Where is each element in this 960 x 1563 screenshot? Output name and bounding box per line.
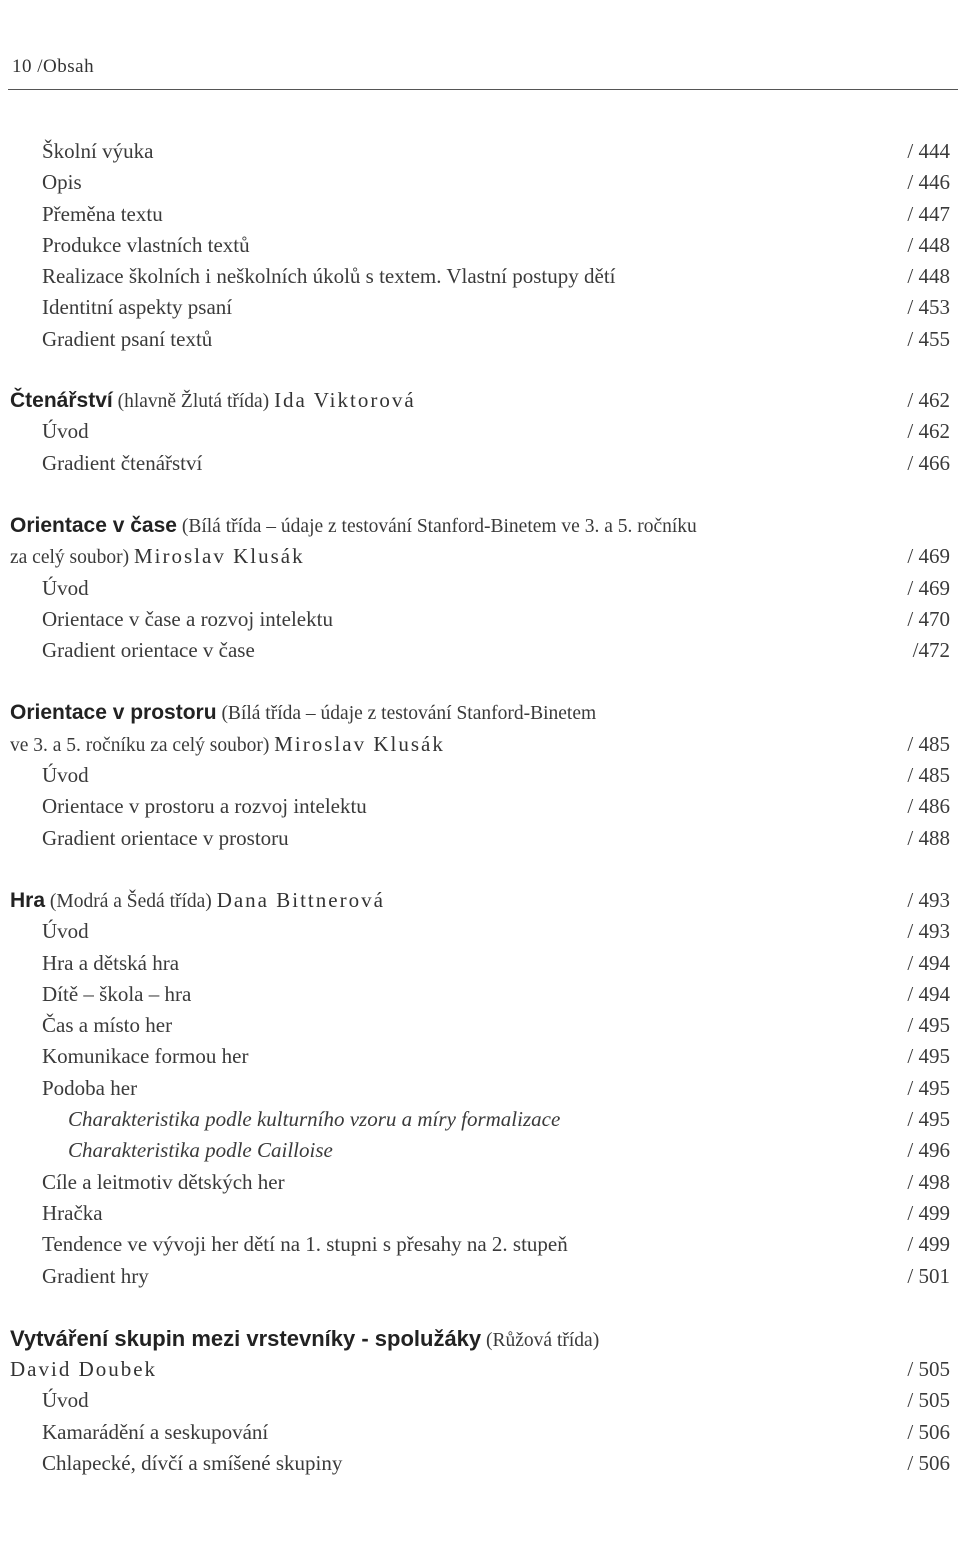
page-number: / 469 [907, 544, 950, 569]
toc-entry-title: Gradient psaní textů [42, 326, 213, 351]
running-head: 10 /Obsah [12, 56, 95, 77]
toc-entry-title: Charakteristika podle kulturního vzoru a míry formalizace [68, 1107, 561, 1132]
toc-entry-title: Školní výuka [42, 139, 154, 163]
toc-entry-title [10, 385, 416, 417]
chapter-title: Vytváření skupin mezi vrstevníky - spolužáky [10, 1325, 482, 1351]
toc-entry-title: Gradient hry [42, 1263, 149, 1288]
toc-entry-title: Úvod [42, 419, 89, 444]
page-number: / 462 [907, 419, 950, 444]
toc-entry [10, 1104, 950, 1135]
toc-entry-title: Tendence ve vývoji her dětí na 1. stupni s přesahy na 2. stupeň [42, 1232, 568, 1257]
chapter-note: (hlavně Žlutá třída) [112, 391, 275, 413]
toc-entry-title: Úvod [42, 1388, 89, 1413]
toc-entry-title: Dítě – škola – hra [42, 981, 192, 1006]
page-number: / 485 [907, 731, 950, 756]
page-number: / 505 [907, 1357, 950, 1382]
chapter-note: za celý soubor) [10, 547, 134, 569]
toc-entry-title [10, 541, 305, 573]
toc-entry [10, 261, 950, 292]
chapter-title: Hra [10, 888, 46, 912]
chapter-title: Orientace v prostoru [10, 701, 217, 725]
toc-entry [10, 979, 950, 1010]
toc-entry [10, 136, 950, 167]
chapter-note: (Bílá třída – údaje z testování Stanford-Binetem ve 3. a 5. ročníku [176, 515, 697, 537]
toc-entry-title: Chlapecké, dívčí a smíšené skupiny [42, 1450, 343, 1475]
toc-chapter-heading [10, 541, 950, 572]
toc-entry [10, 416, 950, 447]
toc-entry [10, 604, 950, 635]
toc-entry-title [10, 510, 697, 542]
toc-entry [10, 791, 950, 822]
page-number: / 493 [907, 919, 950, 944]
toc-entry [10, 292, 950, 323]
page-number: /472 [912, 638, 950, 663]
chapter-note: (Bílá třída – údaje z testování Stanford-Binetem [216, 703, 597, 725]
page-number: / 495 [907, 1075, 950, 1100]
toc-entry [10, 573, 950, 604]
chapter-note: ve 3. a 5. ročníku za celý soubor) [10, 734, 275, 756]
toc-entry-title: Orientace v čase a rozvoj intelektu [42, 606, 333, 631]
toc-entry-title: Komunikace formou her [42, 1044, 249, 1069]
toc-entry-title: Produkce vlastních textů [42, 232, 250, 257]
toc-section [10, 885, 950, 1292]
toc-entry-title: Čas a místo her [42, 1013, 173, 1038]
toc-entry [10, 1041, 950, 1072]
toc-entry [10, 1198, 950, 1229]
toc-section [10, 136, 950, 355]
toc-entry-title: Orientace v prostoru a rozvoj intelektu [42, 794, 367, 819]
page-number: / 486 [907, 794, 950, 819]
toc-entry [10, 324, 950, 355]
chapter-title: Orientace v čase [10, 513, 177, 537]
chapter-note: (Modrá a Šedá třída) [45, 890, 217, 912]
toc-entry [10, 1448, 950, 1479]
toc-entry-title: Realizace školních i neškolních úkolů s textem. Vlastní postupy dětí [42, 264, 616, 289]
chapter-title: Čtenářství [10, 389, 113, 413]
toc-entry-title: Hračka [42, 1200, 103, 1225]
page-number: / 498 [907, 1169, 950, 1194]
page-number: / 495 [907, 1107, 950, 1132]
toc-entry [10, 1167, 950, 1198]
page-number: / 448 [907, 264, 950, 289]
toc-chapter-heading [10, 510, 950, 541]
header-rule [8, 89, 958, 90]
page-number: / 495 [907, 1044, 950, 1069]
page-number: / 444 [907, 139, 950, 163]
toc-entry [10, 448, 950, 479]
toc-entry-title: Cíle a leitmotiv dětských her [42, 1169, 285, 1194]
page-number: / 505 [907, 1388, 950, 1413]
page-number: / 495 [907, 1013, 950, 1038]
toc-entry [10, 1417, 950, 1448]
toc-entry [10, 199, 950, 230]
page-number: / 501 [907, 1263, 950, 1288]
page-number: / 499 [907, 1232, 950, 1257]
toc-entry [10, 823, 950, 854]
toc-entry-title: Úvod [42, 919, 89, 944]
page-number: / 446 [907, 170, 950, 195]
toc-entry [10, 1135, 950, 1166]
table-of-contents [10, 136, 950, 1510]
toc-section [10, 385, 950, 479]
toc-entry-title: Gradient orientace v prostoru [42, 825, 289, 850]
toc-entry [10, 1010, 950, 1041]
page-number: / 485 [907, 763, 950, 788]
chapter-author: Ida Viktorová [274, 388, 416, 413]
toc-entry [10, 1385, 950, 1416]
toc-chapter-heading [10, 729, 950, 760]
toc-entry-title [10, 1354, 157, 1385]
chapter-author: Miroslav Klusák [274, 731, 445, 756]
toc-chapter-heading [10, 1354, 950, 1385]
toc-entry-title [10, 697, 596, 729]
toc-section [10, 1323, 950, 1479]
toc-entry-title [10, 729, 445, 761]
chapter-note: (Růžová třída) [481, 1329, 600, 1351]
toc-entry-title [10, 885, 385, 917]
toc-entry-title: Úvod [42, 763, 89, 788]
toc-entry [10, 1261, 950, 1292]
toc-entry [10, 948, 950, 979]
page-number: / 493 [907, 887, 950, 912]
toc-entry [10, 230, 950, 261]
page-number: / 506 [907, 1450, 950, 1475]
chapter-author: David Doubek [10, 1357, 158, 1382]
chapter-author: Dana Bittnerová [216, 887, 385, 912]
toc-entry-title: Opis [42, 170, 82, 195]
page-number: / 494 [907, 950, 950, 975]
page-number: / 488 [907, 825, 950, 850]
toc-entry-title: Charakteristika podle Cailloise [68, 1138, 333, 1163]
page-number: / 455 [907, 326, 950, 351]
page-number: / 496 [907, 1138, 950, 1163]
page-number: / 506 [907, 1419, 950, 1444]
toc-chapter-heading [10, 885, 950, 916]
page-number: / 470 [907, 606, 950, 631]
toc-entry-title: Kamarádění a seskupování [42, 1419, 269, 1444]
page-number: / 466 [907, 450, 950, 475]
toc-entry [10, 1073, 950, 1104]
toc-entry-title [10, 1323, 599, 1356]
toc-entry [10, 916, 950, 947]
page-number: / 469 [907, 575, 950, 600]
toc-entry [10, 167, 950, 198]
toc-section [10, 697, 950, 853]
toc-entry-title: Podoba her [42, 1075, 138, 1100]
page-number: / 494 [907, 981, 950, 1006]
toc-entry [10, 635, 950, 666]
toc-chapter-heading [10, 385, 950, 416]
toc-entry-title: Přeměna textu [42, 201, 163, 226]
page-number: / 448 [907, 232, 950, 257]
toc-section [10, 510, 950, 666]
page-number: / 453 [907, 295, 950, 320]
toc-entry [10, 760, 950, 791]
toc-entry-title: Úvod [42, 575, 89, 600]
toc-entry-title: Gradient orientace v čase [42, 638, 255, 663]
toc-entry [10, 1229, 950, 1260]
toc-chapter-heading [10, 1323, 950, 1354]
toc-entry-title: Hra a dětská hra [42, 950, 180, 975]
toc-chapter-heading [10, 697, 950, 728]
page-number: / 447 [907, 201, 950, 226]
toc-entry-title: Identitní aspekty psaní [42, 295, 233, 320]
chapter-author: Miroslav Klusák [134, 544, 305, 569]
toc-entry-title: Gradient čtenářství [42, 450, 203, 475]
page-number: / 499 [907, 1200, 950, 1225]
page-number: / 462 [907, 388, 950, 413]
